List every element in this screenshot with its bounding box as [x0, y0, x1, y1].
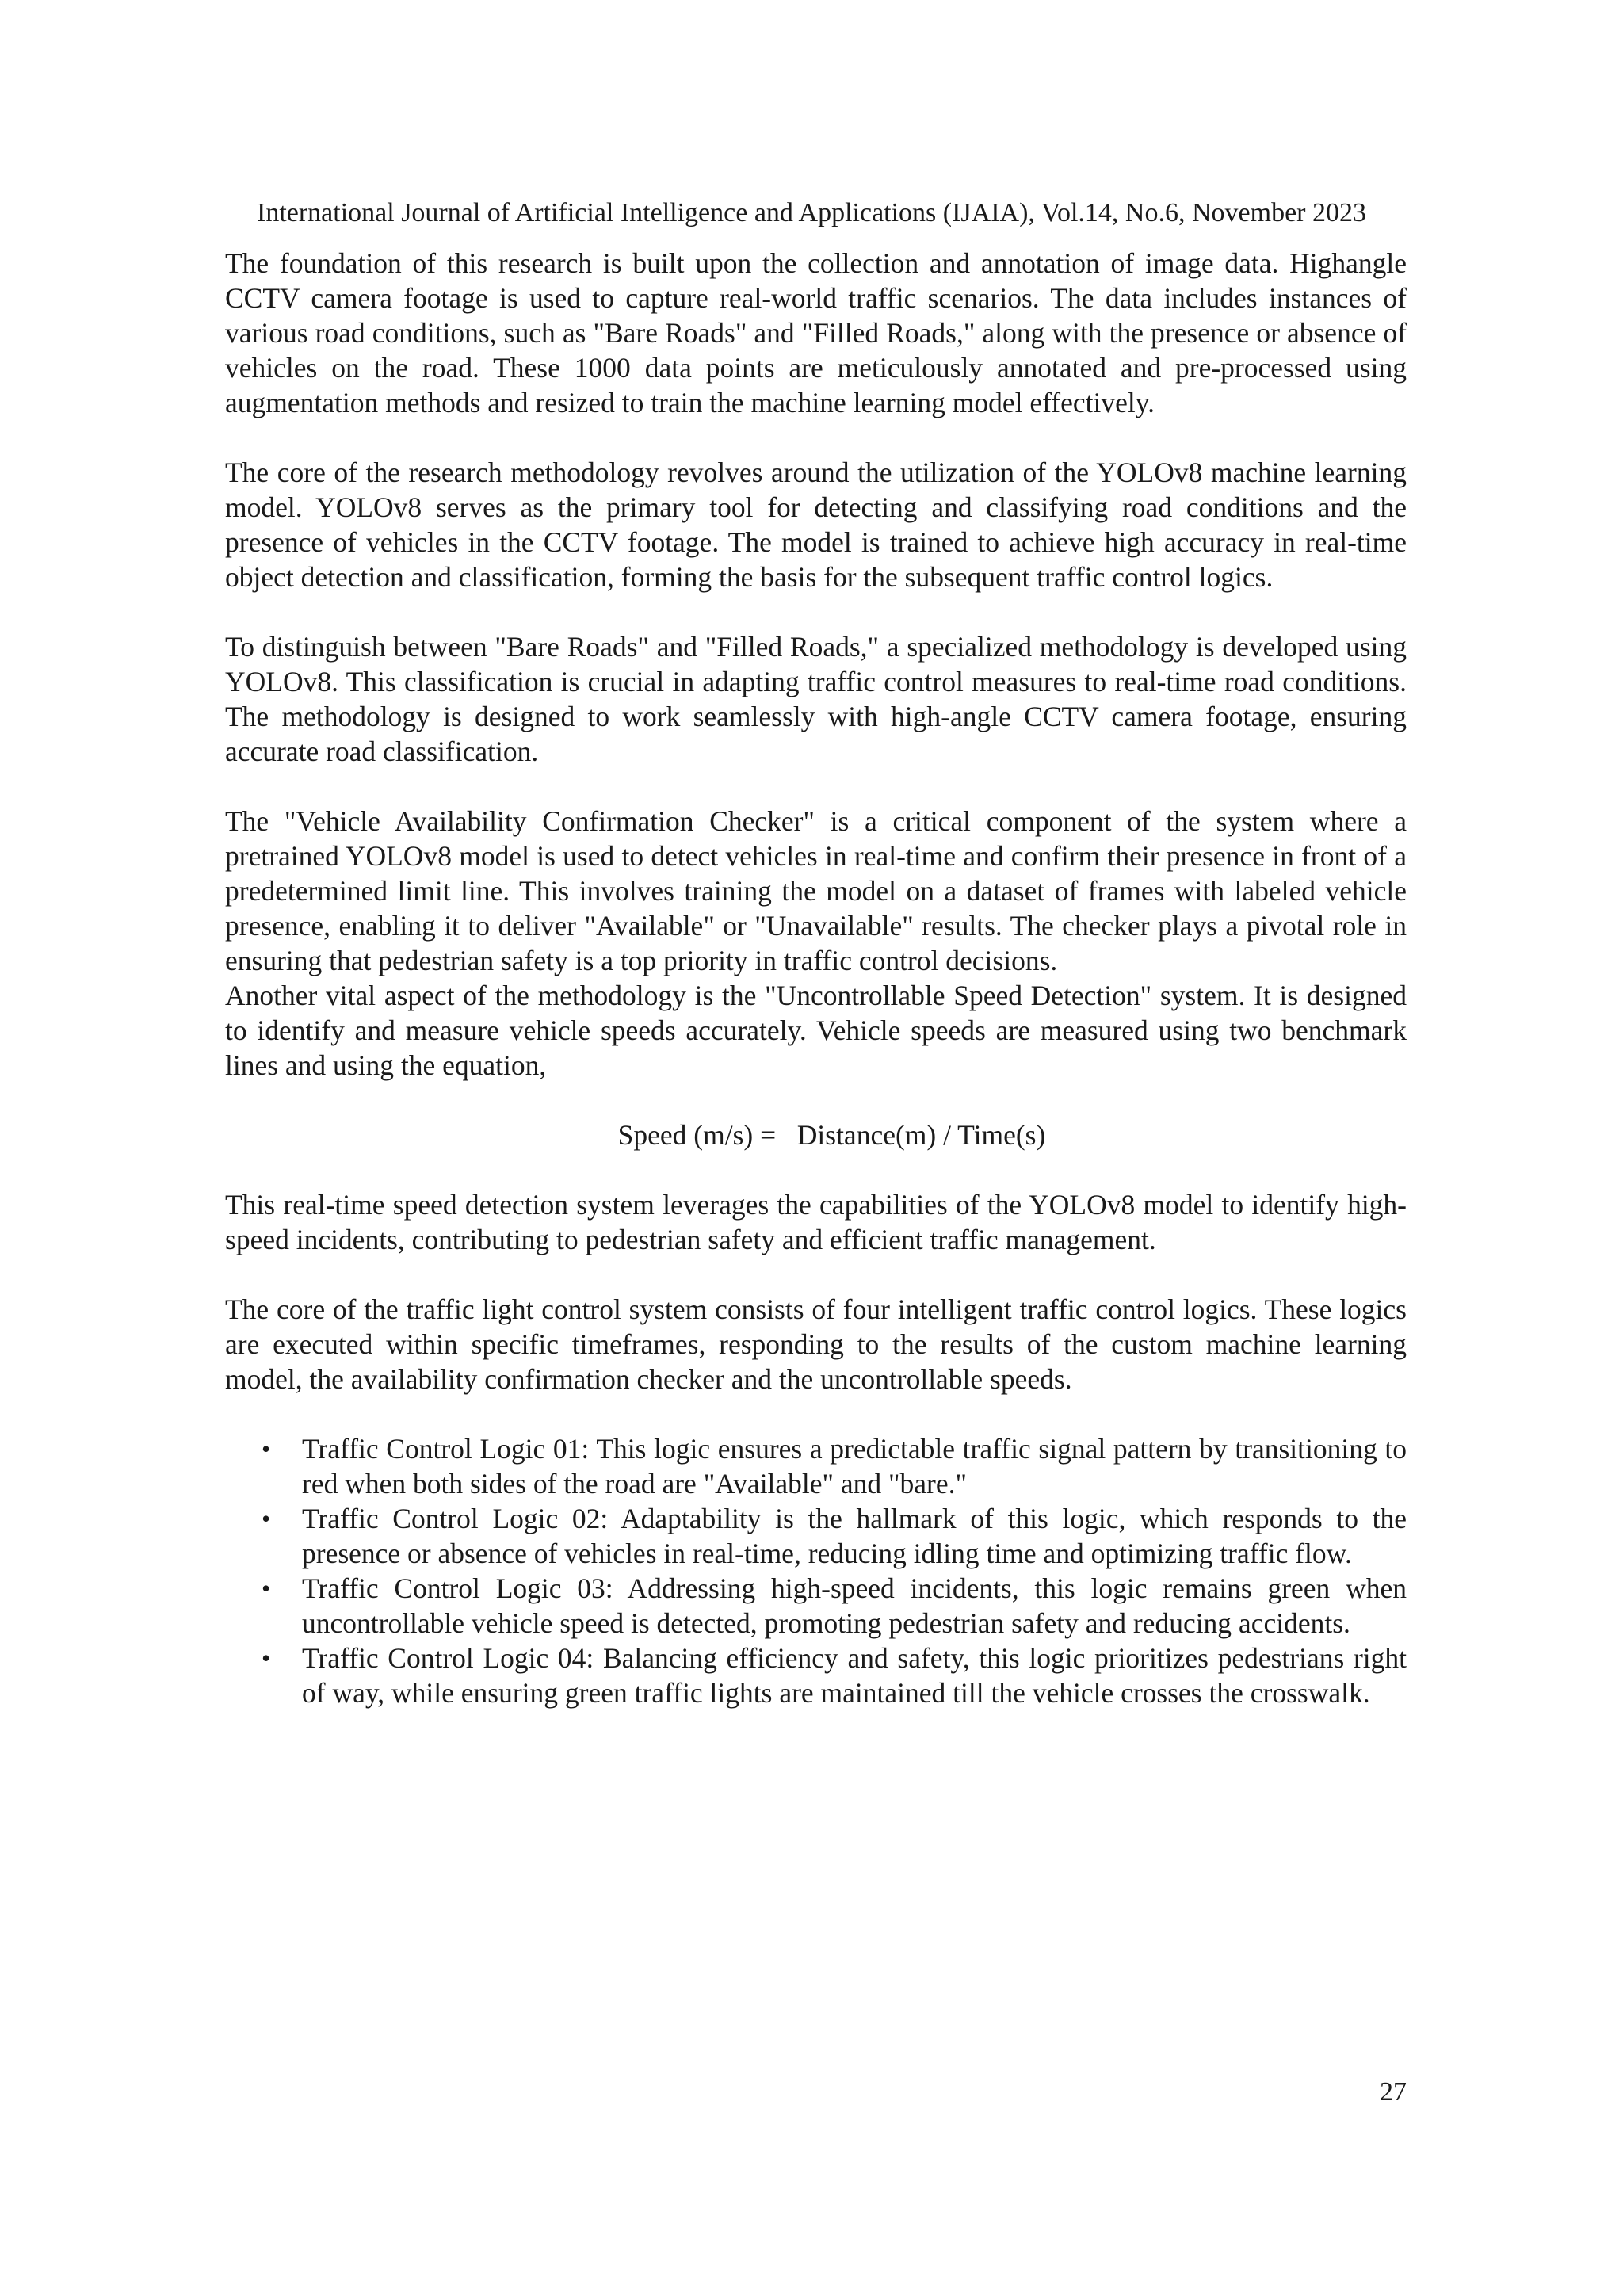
bullet-icon: •	[262, 1435, 271, 1463]
bullet-icon: •	[262, 1574, 271, 1603]
list-item-text: Traffic Control Logic 04: Balancing efficiency and safety, this logic prioritizes pedestrians right of way, while ensuring green traffic lights are maintained till the vehicle crosses the crosswalk.	[302, 1642, 1407, 1709]
list-item-text: Traffic Control Logic 03: Addressing high-speed incidents, this logic remains green when uncontrollable vehicle speed is detected, promoting pedestrian safety and reducing accidents.	[302, 1572, 1407, 1639]
list-item	[225, 1501, 1407, 1571]
paragraph-data-collection: The foundation of this research is built upon the collection and annotation of image data. Highangle CCTV camera footage is used to capture real-world traffic scenarios. The data includes instances of various road conditions, such as "Bare Roads" and "Filled Roads," along with the presence or absence of vehicles on the road. These 1000 data points are meticulously annotated and pre-processed using augmentation methods and resized to train the machine learning model effectively.	[225, 247, 1407, 418]
running-header: International Journal of Artificial Intelligence and Applications (IJAIA), Vol.14, No.6, November 2023	[257, 198, 1366, 227]
bullet-icon: •	[262, 1504, 271, 1533]
traffic-logic-list	[225, 1431, 1407, 1710]
paragraph-speed-system: This real-time speed detection system leverages the capabilities of the YOLOv8 model to identify high-speed incidents, contributing to pedestrian safety and efficient traffic management.	[225, 1189, 1407, 1255]
list-item-text: Traffic Control Logic 02: Adaptability is the hallmark of this logic, which responds to the presence or absence of vehicles in real-time, reducing idling time and optimizing traffic flow.	[302, 1503, 1407, 1569]
bullet-icon: •	[262, 1644, 271, 1672]
paragraph-availability-checker: The "Vehicle Availability Confirmation Checker" is a critical component of the system where a pretrained YOLOv8 model is used to detect vehicles in real-time and confirm their presence in front of a predetermined limit line. This involves training the model on a dataset of frames with labeled vehicle presence, enabling it to deliver "Available" or "Unavailable" results. The checker plays a pivotal role in ensuring that pedestrian safety is a top priority in traffic control decisions.	[225, 805, 1407, 976]
list-item	[225, 1641, 1407, 1710]
paragraph-yolov8-model: The core of the research methodology revolves around the utilization of the YOLOv8 machine learning model. YOLOv8 serves as the primary tool for detecting and classifying road conditions and the presence of vehicles in the CCTV footage. The model is trained to achieve high accuracy in real-time object detection and classification, forming the basis for the subsequent traffic control logics.	[225, 457, 1407, 593]
speed-equation: Speed (m/s) = Distance(m) / Time(s)	[617, 1119, 1046, 1151]
list-item-text: Traffic Control Logic 01: This logic ensures a predictable traffic signal pattern by transitioning to red when both sides of the road are "Available" and "bare."	[302, 1433, 1407, 1499]
page-number: 27	[1380, 2077, 1407, 2107]
paragraph-speed-detection: Another vital aspect of the methodology is the "Uncontrollable Speed Detection" system. It is designed to identify and measure vehicle speeds accurately. Vehicle speeds are measured using two benchmark lines and using the equation,	[225, 980, 1407, 1081]
list-item	[225, 1571, 1407, 1641]
paragraph-road-classification: To distinguish between "Bare Roads" and "Filled Roads," a specialized methodology is developed using YOLOv8. This classification is crucial in adapting traffic control measures to real-time road conditions. The methodology is designed to work seamlessly with high-angle CCTV camera footage, ensuring accurate road classification.	[225, 631, 1407, 767]
main-content	[225, 246, 1407, 1710]
list-item	[225, 1431, 1407, 1501]
paragraph-control-logics: The core of the traffic light control system consists of four intelligent traffic control logics. These logics are executed within specific timeframes, responding to the results of the custom machine learning model, the availability confirmation checker and the uncontrollable speeds.	[225, 1293, 1407, 1395]
